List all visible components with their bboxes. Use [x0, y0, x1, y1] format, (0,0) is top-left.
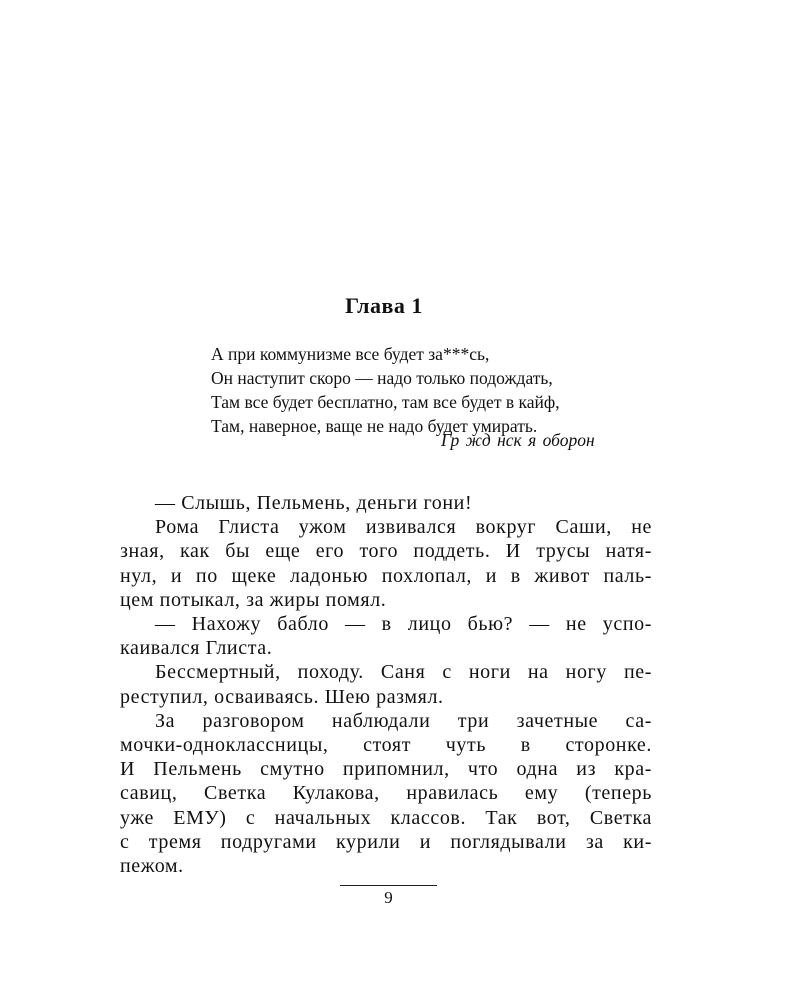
text-line: уже ЕМУ) с начальных классов. Так вот, Светка [120, 806, 652, 829]
text-line: пежом. [120, 855, 184, 878]
epigraph [211, 342, 651, 438]
text-line: И Пельмень смутно припомнил, что одна из кра- [120, 758, 652, 781]
epigraph-source: Гр жд нск я оборон [441, 430, 595, 450]
text-line: мочки-одноклассницы, стоят чуть в сторонке. [120, 734, 652, 757]
text-line: За разговором наблюдали три зачетные са- [155, 709, 652, 732]
text-line: реступил, осваиваясь. Шею размял. [120, 685, 444, 708]
paragraph [120, 612, 652, 660]
text-line: — Нахожу бабло — в лицо бью? — не успо- [155, 613, 652, 636]
body-text [120, 491, 652, 878]
footer-rule [340, 885, 437, 886]
text-line: каивался Глиста. [120, 637, 273, 660]
paragraph [120, 660, 652, 708]
text-line: савиц, Светка Кулакова, нравилась ему (теперь [120, 782, 652, 805]
epigraph-line: А при коммунизме все будет за***сь, [211, 344, 490, 364]
text-line: цем потыкал, за жиры помял. [120, 588, 387, 611]
text-line: Бессмертный, походу. Саня с ноги на ногу пе- [155, 661, 652, 684]
text-line: Рома Глиста ужом извивался вокруг Саши, не [155, 516, 652, 539]
paragraph [120, 709, 652, 878]
paragraph [120, 515, 652, 612]
epigraph-line: Он наступит скоро — надо только подождать, [211, 368, 553, 388]
text-line: с тремя подругами курили и поглядывали за ки- [120, 830, 652, 853]
text-line: зная, как бы еще его того поддеть. И трусы натя- [120, 540, 652, 563]
text-line: нул, и по щеке ладонью похлопал, и в живот паль- [120, 564, 652, 587]
epigraph-line: Там, наверное, ваще не надо будет умирать. [211, 416, 538, 436]
page-number: 9 [384, 888, 393, 907]
chapter-title: Глава 1 [345, 293, 423, 318]
epigraph-line: Там все будет бесплатно, там все будет в кайф, [211, 392, 560, 412]
paragraph [120, 491, 652, 515]
text-line: — Слышь, Пельмень, деньги гони! [155, 492, 473, 514]
